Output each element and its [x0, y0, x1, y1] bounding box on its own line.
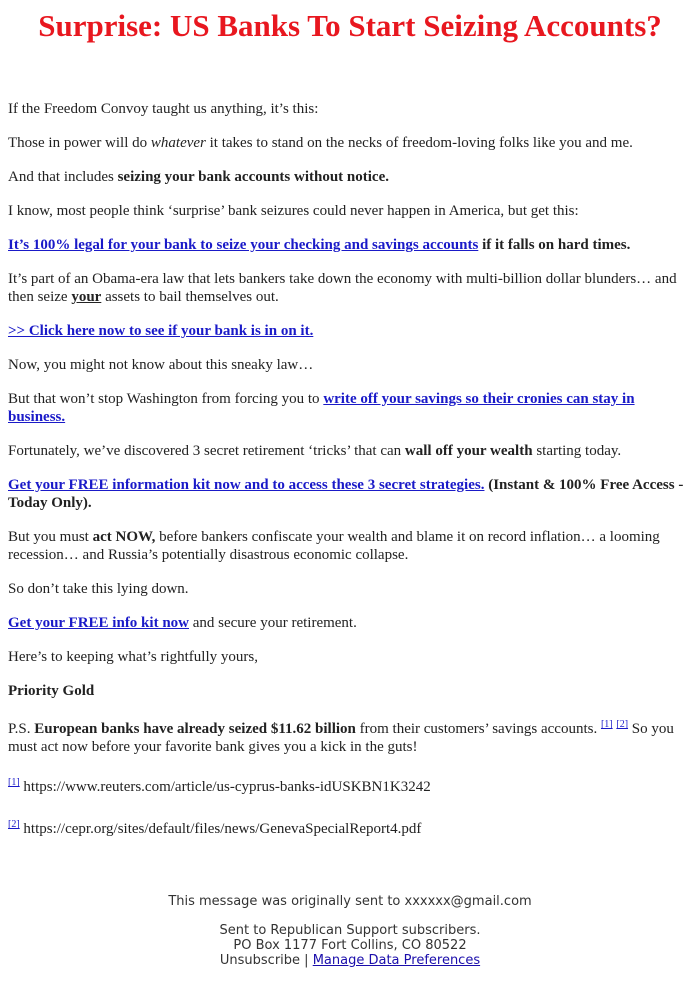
link-100-legal[interactable]: It’s 100% legal for your bank to seize your checking and savings accounts — [8, 237, 479, 253]
text: So you must act now before your favorite bank gives you a kick in the guts! — [8, 721, 674, 755]
text: P.S. — [8, 721, 35, 737]
paragraph-secret-tricks — [8, 442, 692, 460]
reference-marker-1[interactable]: [1] — [8, 777, 20, 788]
text: Fortunately, we’ve discovered 3 secret retirement ‘tricks’ that can — [8, 443, 405, 459]
text: it takes to stand on the necks of freedom-loving folks like you and me. — [205, 135, 633, 151]
bold-wall-off-wealth: wall off your wealth — [404, 443, 533, 459]
reference-url-2: https://cepr.org/sites/default/files/news/GenevaSpecialReport4.pdf — [23, 821, 422, 837]
email-footer — [0, 893, 700, 968]
email-headline: Surprise: US Banks To Start Seizing Accounts? — [38, 8, 662, 43]
bold-act-now: act NOW, — [92, 529, 156, 545]
footer-address-block — [0, 923, 700, 968]
paragraph-seizing-accounts — [8, 168, 692, 186]
footnote-link-1[interactable]: [1] — [600, 719, 613, 730]
bold-hard-times: if it falls on hard times. — [478, 237, 631, 253]
text: assets to bail themselves out. — [101, 289, 279, 305]
text: But you must — [8, 529, 93, 545]
paragraph-keeping: Here’s to keeping what’s rightfully yours, — [8, 649, 258, 665]
text: Those in power will do — [8, 135, 151, 151]
link-free-information-kit[interactable]: Get your FREE information kit now and to access these 3 secret strategies. — [8, 477, 485, 493]
bold-european-banks: European banks have already seized $11.62 billion — [34, 721, 356, 737]
reference-2 — [8, 820, 692, 838]
footer-postal-address: PO Box 1177 Fort Collins, CO 80522 — [233, 938, 467, 953]
paragraph-info-kit — [8, 614, 692, 632]
emphasis-whatever: whatever — [150, 135, 206, 151]
text: starting today. — [532, 443, 622, 459]
footer-subscribers: Sent to Republican Support subscribers. — [219, 923, 481, 938]
signature — [8, 682, 692, 700]
paragraph-obama-era-law — [8, 270, 692, 306]
paragraph-100-legal — [8, 236, 692, 254]
bold-your: your — [71, 289, 102, 305]
unsubscribe-text[interactable]: Unsubscribe — [219, 953, 301, 968]
text: And that includes — [8, 169, 118, 185]
link-write-off-savings[interactable]: write off your savings so their cronies can stay in business. — [8, 391, 635, 425]
text: from their customers’ savings accounts. — [355, 721, 598, 737]
paragraph-free-kit — [8, 476, 692, 512]
paragraph-lying-down: So don’t take this lying down. — [8, 581, 189, 597]
link-free-info-kit[interactable]: Get your FREE info kit now — [8, 615, 189, 631]
paragraph-surprise-seizures: I know, most people think ‘surprise’ bank seizures could never happen in America, but get this: — [8, 203, 579, 219]
reference-marker-2[interactable]: [2] — [8, 819, 20, 830]
link-click-here[interactable]: >> Click here now to see if your bank is in on it. — [8, 323, 314, 339]
text: and secure your retirement. — [189, 615, 357, 631]
footnote-link-2[interactable]: [2] — [616, 719, 629, 730]
email-body — [8, 100, 692, 854]
paragraph-those-in-power — [8, 134, 692, 152]
reference-1 — [8, 778, 692, 796]
paragraph-freedom-convoy: If the Freedom Convoy taught us anything, it’s this: — [8, 101, 319, 117]
paragraph-ps — [8, 720, 692, 756]
footer-sent-to: This message was originally sent to xxxxxx@gmail.com — [168, 894, 532, 909]
paragraph-sneaky-law: Now, you might not know about this sneaky law… — [8, 357, 314, 373]
text: before bankers confiscate your wealth and blame it on record inflation… a looming recession… and Russia’s potentially disastrous economic collapse. — [8, 529, 660, 563]
paragraph-click-here — [8, 322, 692, 340]
manage-preferences-link[interactable]: Manage Data Preferences — [312, 953, 481, 968]
paragraph-washington — [8, 390, 692, 426]
signature-name: Priority Gold — [8, 683, 95, 699]
bold-free-access: (Instant & 100% Free Access - Today Only). — [8, 477, 684, 511]
reference-url-1: https://www.reuters.com/article/us-cyprus-banks-idUSKBN1K3242 — [23, 779, 431, 795]
bold-seizing-text: seizing your bank accounts without notice. — [117, 169, 389, 185]
text: It’s part of an Obama-era law that lets bankers take down the economy with multi-billion dollar blunders… and then seize — [8, 271, 677, 305]
footer-separator: | — [300, 953, 313, 968]
paragraph-act-now — [8, 528, 692, 564]
text: But that won’t stop Washington from forcing you to — [8, 391, 324, 407]
